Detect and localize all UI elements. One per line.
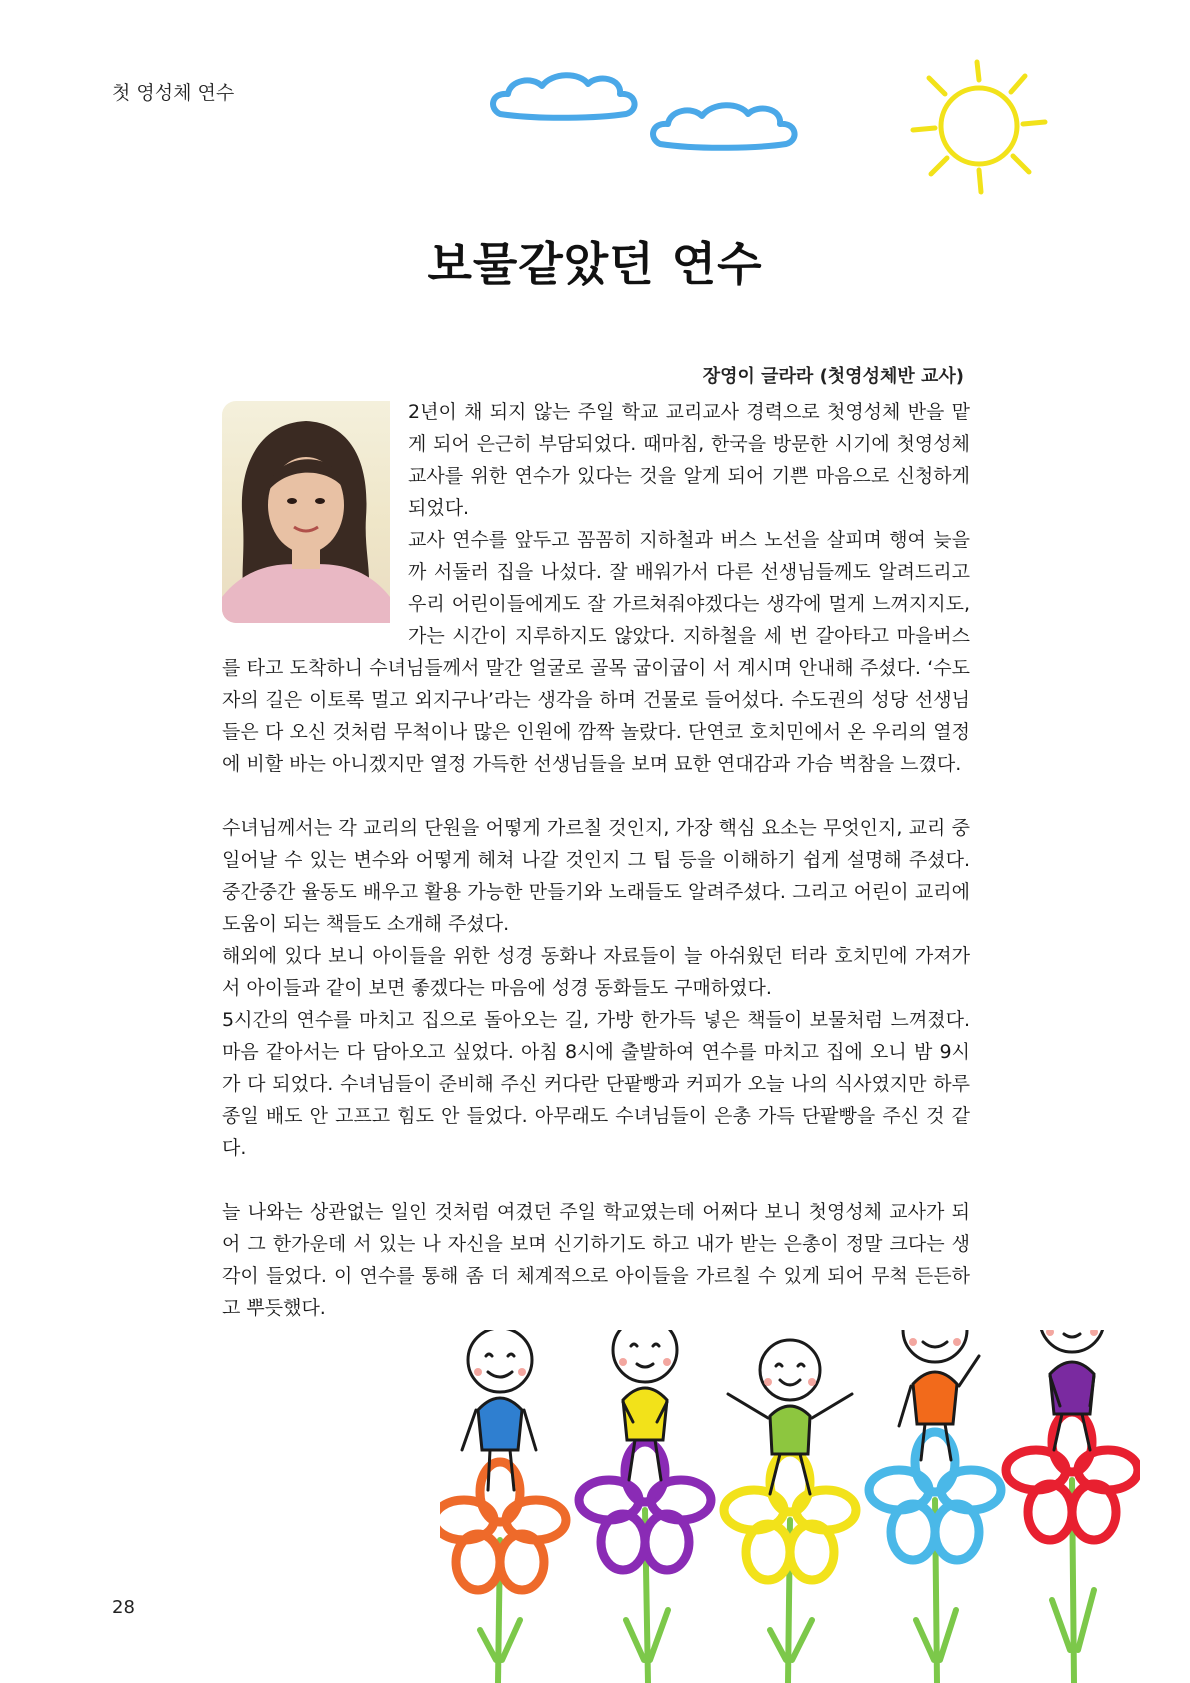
paragraph: 늘 나와는 상관없는 일인 것처럼 여겼던 주일 학교였는데 어쩌다 보니 첫영성체 교사가 되어 그 한가운데 서 있는 나 자신을 보며 신기하기도 하고 내가 받는 은총이 정말 크다는 생각이 들었다. 이 연수를 통해 좀 더 체계적으로 아이들을 가르칠 수 있게 되어 무척 든든하고 뿌듯했다. xyxy=(222,1201,970,1319)
paragraph: 5시간의 연수를 마치고 집으로 돌아오는 길, 가방 한가득 넣은 책들이 보물처럼 느껴졌다. 마음 같아서는 다 담아오고 싶었다. 아침 8시에 출발하여 연수를 마치고 집에 오니 밤 9시가 다 되었다. 수녀님들이 준비해 주신 커다란 단팥빵과 커피가 오늘 나의 식사였지만 하루 종일 배도 안 고프고 힘도 안 들었다. 아무래도 수녀님들이 은총 가득 단팥빵을 주신 것 같다. xyxy=(222,1009,970,1159)
paragraph: 해외에 있다 보니 아이들을 위한 성경 동화나 자료들이 늘 아쉬웠던 터라 호치민에 가져가서 아이들과 같이 보면 좋겠다는 마음에 성경 동화들도 구매하였다. xyxy=(222,945,970,999)
paragraph: 수녀님께서는 각 교리의 단원을 어떻게 가르칠 것인지, 가장 핵심 요소는 무엇인지, 교리 중 일어날 수 있는 변수와 어떻게 헤쳐 나갈 것인지 그 팁 등을 이해하기 쉽게 설명해 주셨다. 중간중간 율동도 배우고 활용 가능한 만들기와 노래들도 알려주셨다. 그리고 어린이 교리에 도움이 되는 책들도 소개해 주셨다. xyxy=(222,817,970,935)
paragraph: 교사 연수를 앞두고 꼼꼼히 지하철과 버스 노선을 살피며 행여 늦을까 서둘러 집을 나섰다. 잘 배워가서 다른 선생님들께도 알려드리고 우리 어린이들에게도 잘 가르쳐줘야겠다는 생각에 멀게 느껴지지도, 가는 시간이 지루하지도 않았다. 지하철을 세 번 갈아타고 마을버스를 타고 도착하니 수녀님들께서 말간 얼굴로 골목 굽이굽이 서 계시며 안내해 주셨다. ‘수도자의 길은 이토록 멀고 외지구나’라는 생각을 하며 건물로 들어섰다. 수도권의 성당 선생님들은 다 오신 것처럼 무척이나 많은 인원에 깜짝 놀랐다. 단연코 호치민에서 온 우리의 열정에 비할 바는 아니겠지만 열정 가득한 선생님들을 보며 묘한 연대감과 가슴 벅참을 느꼈다. xyxy=(222,529,970,775)
paragraph-gap xyxy=(222,780,970,812)
sun-illustration xyxy=(905,58,1055,198)
page-number: 28 xyxy=(112,1597,135,1618)
section-label: 첫 영성체 연수 xyxy=(112,82,235,104)
paragraph-gap xyxy=(222,1164,970,1196)
page-title: 보물같았던 연수 xyxy=(427,237,763,291)
article-body xyxy=(222,396,970,1324)
paragraph: 2년이 채 되지 않는 주일 학교 교리교사 경력으로 첫영성체 반을 맡게 되어 은근히 부담되었다. 때마침, 한국을 방문한 시기에 첫영성체 교사를 위한 연수가 있다는 것을 알게 되어 기쁜 마음으로 신청하게 되었다. xyxy=(408,401,970,519)
author-photo xyxy=(222,401,390,623)
clouds-illustration xyxy=(480,62,820,172)
author-byline: 장영이 글라라 (첫영성체반 교사) xyxy=(702,366,964,387)
children-flowers-illustration xyxy=(440,1330,1140,1683)
